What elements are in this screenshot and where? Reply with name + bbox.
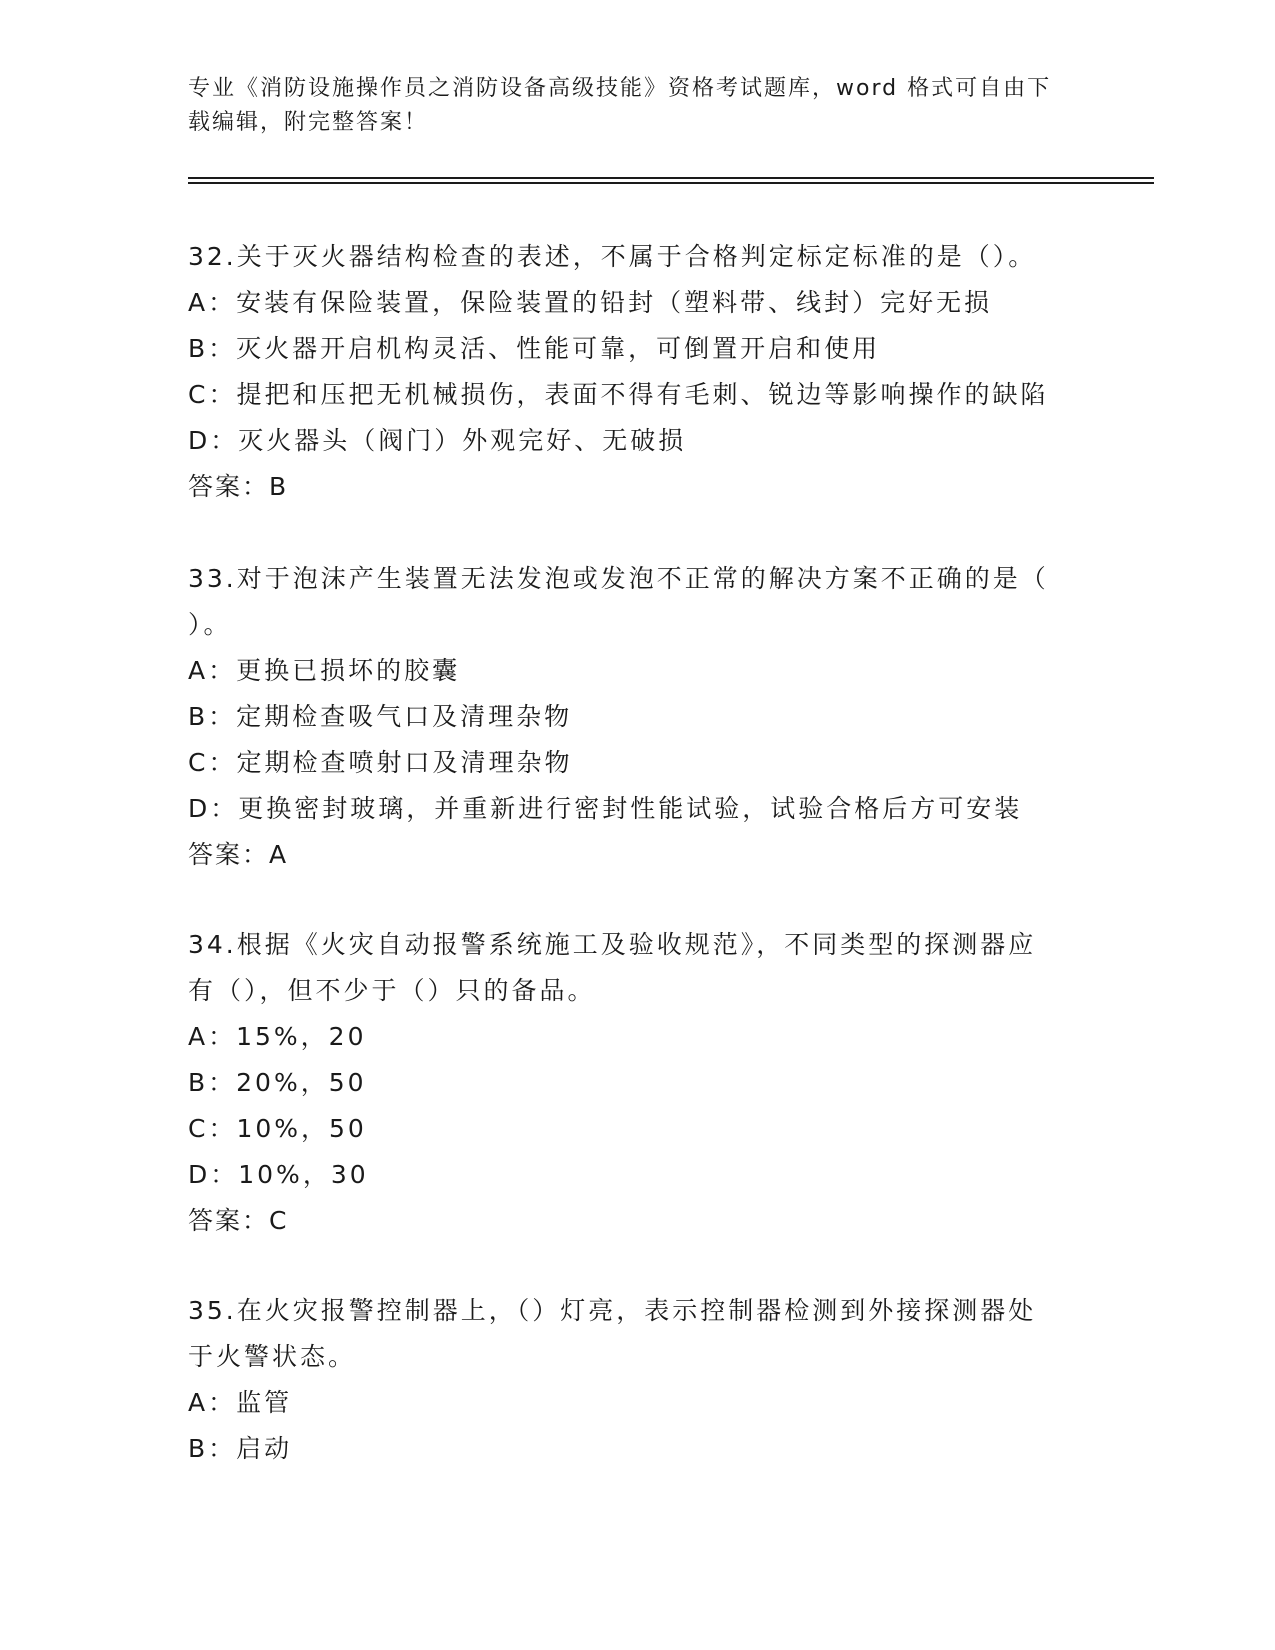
header-divider-bottom: [188, 182, 1154, 184]
answer: 答案：A: [188, 840, 289, 869]
option-a: A：安装有保险装置，保险装置的铅封（塑料带、线封）完好无损: [188, 288, 993, 317]
header-line-2: 载编辑，附完整答案！: [188, 110, 429, 135]
option-c: C：定期检查喷射口及清理杂物: [188, 748, 573, 777]
question-32: [188, 234, 1078, 510]
question-stem: 35.在火灾报警控制器上，（）灯亮，表示控制器检测到外接探测器处: [188, 1296, 1037, 1325]
option-b: B：20%，50: [188, 1068, 367, 1097]
option-c: C：10%，50: [188, 1114, 367, 1143]
option-d: D：灭火器头（阀门）外观完好、无破损: [188, 426, 687, 455]
question-stem-continued: ）。: [188, 610, 232, 639]
answer: 答案：B: [188, 472, 289, 501]
question-stem-continued: 于火警状态。: [188, 1342, 357, 1371]
option-d: D：10%，30: [188, 1160, 369, 1189]
question-34: [188, 922, 1078, 1244]
document-header: [188, 72, 1068, 140]
option-a: A：15%，20: [188, 1022, 367, 1051]
question-33: [188, 556, 1078, 878]
answer: 答案：C: [188, 1206, 289, 1235]
header-divider-top: [188, 177, 1154, 179]
question-35: [188, 1288, 1078, 1472]
option-b: B：启动: [188, 1434, 293, 1463]
question-stem: 32.关于灭火器结构检查的表述，不属于合格判定标定标准的是（）。: [188, 242, 1037, 271]
option-b: B：灭火器开启机构灵活、性能可靠，可倒置开启和使用: [188, 334, 881, 363]
option-a: A：监管: [188, 1388, 293, 1417]
header-line-1: 专业《消防设施操作员之消防设备高级技能》资格考试题库，word 格式可自由下: [188, 76, 1052, 101]
question-stem: 34.根据《火灾自动报警系统施工及验收规范》，不同类型的探测器应: [188, 930, 1037, 959]
option-a: A：更换已损坏的胶囊: [188, 656, 461, 685]
option-d: D：更换密封玻璃，并重新进行密封性能试验，试验合格后方可安装: [188, 794, 1023, 823]
question-stem: 33.对于泡沫产生装置无法发泡或发泡不正常的解决方案不正确的是（: [188, 564, 1049, 593]
option-c: C：提把和压把无机械损伤，表面不得有毛刺、锐边等影响操作的缺陷: [188, 380, 1049, 409]
option-b: B：定期检查吸气口及清理杂物: [188, 702, 573, 731]
question-stem-continued: 有（），但不少于（）只的备品。: [188, 976, 596, 1005]
